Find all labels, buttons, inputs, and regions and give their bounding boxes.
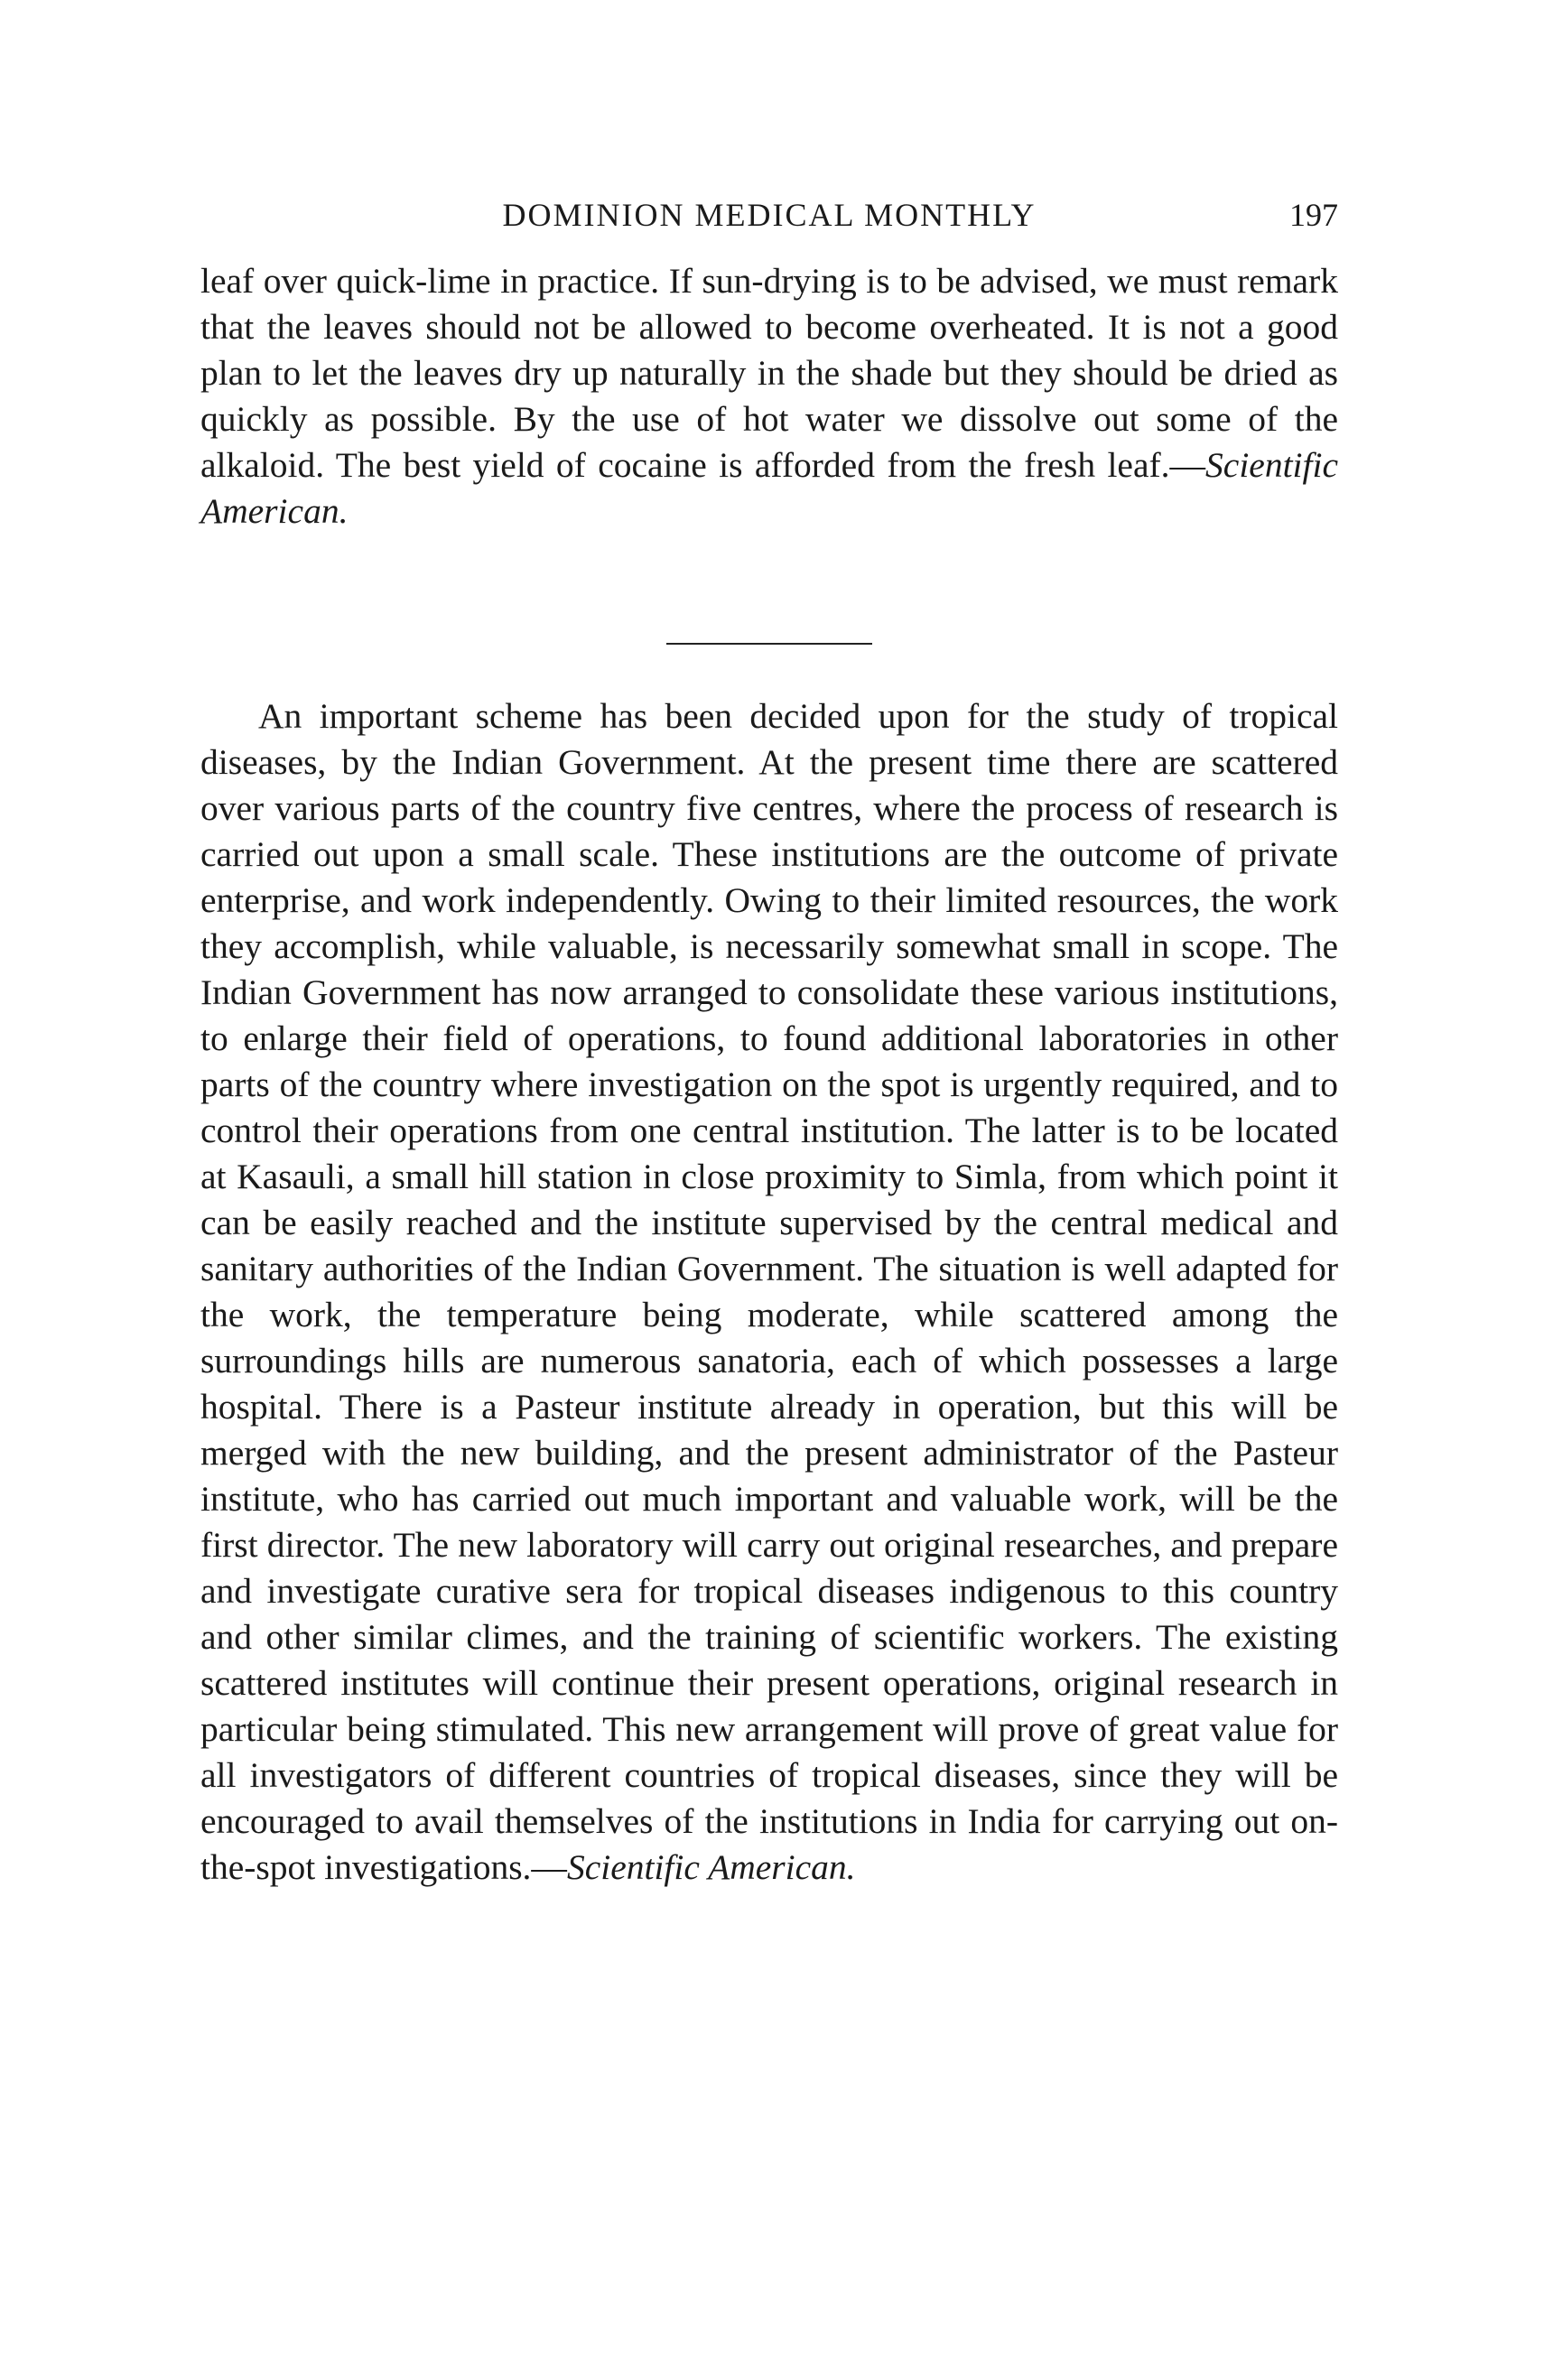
paragraph-tropical-diseases-scheme — [200, 693, 1338, 1891]
paragraph-text: leaf over quick-lime in practice. If sun-drying is to be advised, we must remark that the leaves should not be allowed to become overheated. It is not a good plan to let the leaves dry up naturally in the shade but they should be dried as quickly as possible. By the use of hot water we dissolve out some of the alkaloid. The best yield of cocaine is afforded from the fresh leaf.— — [200, 261, 1338, 485]
source-citation: Scientific American. — [200, 445, 1338, 531]
running-head — [200, 188, 1338, 242]
paragraph-text: An important scheme has been decided upon for the study of tropical diseases, by the Indian Government. At the present time there are scattered over various parts of the country five centres, where the process of research is carried out upon a small scale. These institutions are the outcome of private enterprise, and work independently. Owing to their limited resources, the work they accomplish, while valuable, is necessarily somewhat small in scope. The Indian Government has now arranged to consolidate these various institutions, to enlarge their field of operations, to found additional laboratories in other parts of the country where investigation on the spot is urgently required, and to control their operations from one central institution. The latter is to be located at Kasauli, a small hill station in close proximity to Simla, from which point it can be easily reached and the institute supervised by the central medical and sanitary authorities of the Indian Government. The situation is well adapted for the work, the temperature being moderate, while scattered among the surroundings hills are numerous sanatoria, each of which possesses a large hospital. There is a Pasteur institute already in operation, but this will be merged with the new building, and the present administrator of the Pasteur institute, who has carried out much important and valuable work, will be the first director. The new laboratory will carry out original researches, and prepare and investigate curative sera for tropical diseases indigenous to this country and other similar climes, and the training of scientific workers. The existing scattered institutes will continue their present operations, original research in particular being stimulated. This new arrangement will prove of great value for all investigators of different countries of tropical diseases, since they will be encouraged to avail themselves of the institutions in India for carrying out on-the-spot investigations.— — [200, 696, 1338, 1887]
source-citation: Scientific American. — [566, 1847, 856, 1887]
section-divider — [666, 643, 872, 645]
journal-title: DOMINION MEDICAL MONTHLY — [502, 197, 1037, 233]
page-number: 197 — [1289, 197, 1338, 233]
paragraph-cocaine-leaf-continuation — [200, 258, 1338, 535]
